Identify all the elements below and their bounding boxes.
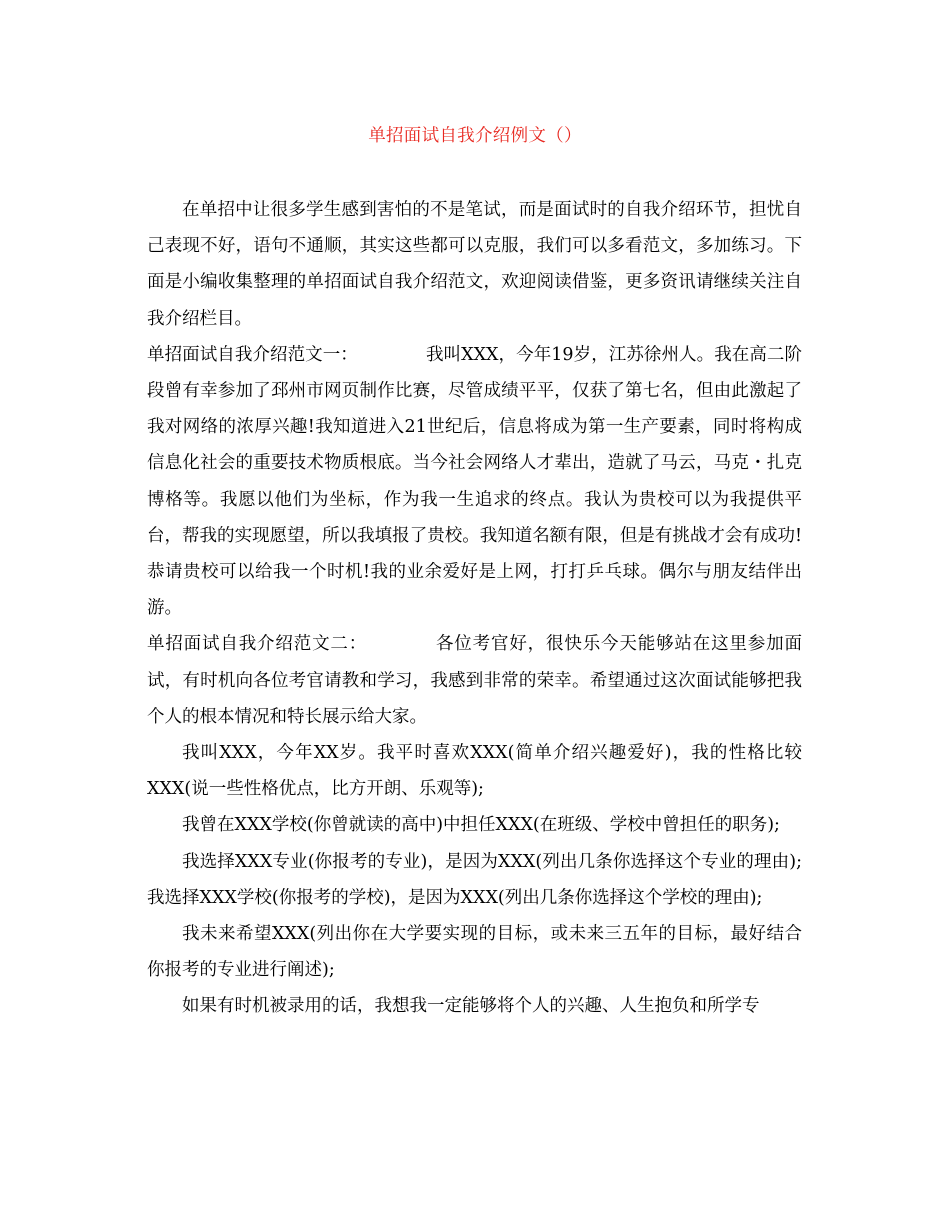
document-body — [147, 192, 802, 1025]
sample-one-body: 我叫XXX，今年19岁，江苏徐州人。我在高二阶段曾有幸参加了邳州市网页制作比赛，尽管成绩平平，仅获了第七名，但由此激起了我对网络的浓厚兴趣!我知道进入21世纪后，信息将成为第一生产要素，同时将构成信息化社会的重要技术物质根底。当今社会网络人才辈出，造就了马云，马克・扎克博格等。我愿以他们为坐标，作为我一生追求的终点。我认为贵校可以为我提供平台，帮我的实现愿望，所以我填报了贵校。我知道名额有限，但是有挑战才会有成功! 恭请贵校可以给我一个时机!我的业余爱好是上网，打打乒乓球。偶尔与朋友结伴出游。 — [147, 344, 802, 619]
sample-one-heading: 单招面试自我介绍范文一： — [147, 344, 358, 365]
sample-two-heading: 单招面试自我介绍范文二： — [147, 634, 368, 655]
sample-one-paragraph — [147, 337, 802, 627]
body-paragraph: 我未来希望XXX(列出你在大学要实现的目标，或未来三五年的目标，最好结合你报考的专业进行阐述); — [147, 924, 802, 981]
body-paragraph: 如果有时机被录用的话，我想我一定能够将个人的兴趣、人生抱负和所学专 — [182, 996, 760, 1017]
body-paragraph: 我选择XXX专业(你报考的专业)，是因为XXX(列出几条你选择这个专业的理由);我选择XXX学校(你报考的学校)，是因为XXX(列出几条你选择这个学校的理由); — [147, 851, 802, 908]
body-paragraph: 我曾在XXX学校(你曾就读的高中)中担任XXX(在班级、学校中曾担任的职务); — [182, 815, 780, 836]
intro-paragraph: 在单招中让很多学生感到害怕的不是笔试，而是面试时的自我介绍环节，担忧自己表现不好，语句不通顺，其实这些都可以克服，我们可以多看范文，多加练习。下面是小编收集整理的单招面试自我介绍范文，欢迎阅读借鉴，更多资讯请继续关注自我介绍栏目。 — [147, 200, 802, 329]
sample-two-paragraph — [147, 626, 802, 735]
document-title: 单招面试自我介绍例文（） — [368, 126, 582, 146]
sample-two-body: 各位考官好，很快乐今天能够站在这里参加面试，有时机向各位考官请教和学习，我感到非常的荣幸。希望通过这次面试能够把我个人的根本情况和特长展示给大家。 — [147, 634, 802, 727]
body-paragraph: 我叫XXX，今年XX岁。我平时喜欢XXX(简单介绍兴趣爱好)，我的性格比较XXX(说一些性格优点，比方开朗、乐观等); — [147, 743, 802, 800]
